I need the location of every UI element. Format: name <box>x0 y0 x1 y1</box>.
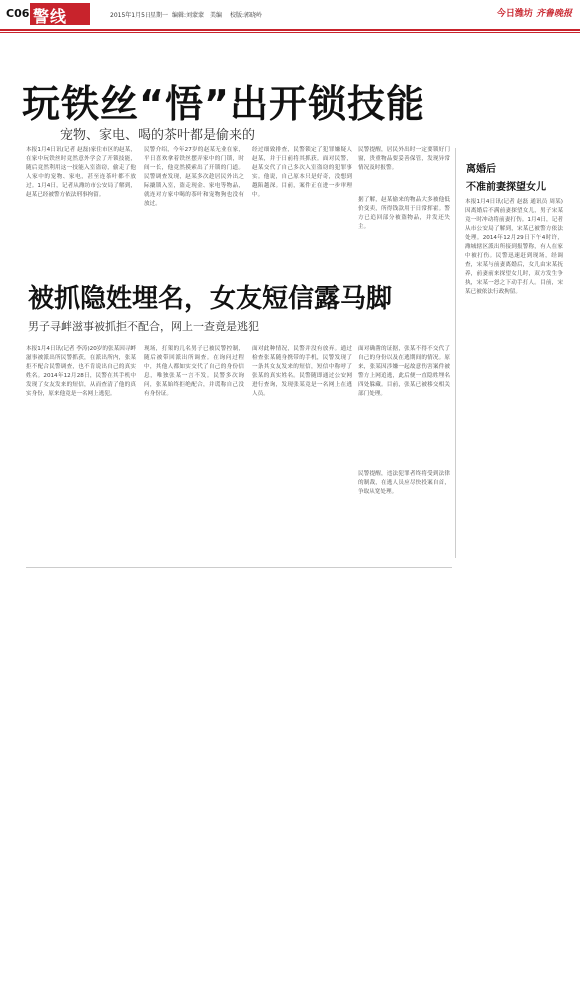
page-number: C06 <box>6 7 30 20</box>
brand <box>497 6 572 19</box>
sidebar-subtitle: 不准前妻探望女儿 <box>466 182 546 193</box>
section-name: 警线 <box>33 7 68 26</box>
article1-col3: 经过细致排查，民警锁定了犯罪嫌疑人赵某，并于日前将其抓获。面对民警，赵某交代了自己多次入室盗窃的犯罪事实。他说，自己原本只是好奇，没想到越陷越深。目前，案件正在进一步审理中。 <box>252 147 352 198</box>
article2-col5: 民警提醒，违法犯罪者终将受到法律的制裁，在逃人员应尽快投案自首，争取从宽处理。 <box>358 471 450 495</box>
article1-headline: 玩铁丝“悟”出开锁技能 <box>22 82 425 126</box>
sidebar-title: 离婚后 <box>466 164 496 175</box>
article2-subhead: 男子寻衅滋事被抓拒不配合，网上一查竟是逃犯 <box>28 320 259 333</box>
header-rule-thin <box>0 32 580 33</box>
date: 2015年1月5日 <box>110 12 151 19</box>
art-editor: 美编 <box>210 12 223 19</box>
column-divider <box>455 148 456 558</box>
editor: 编辑:刘蒙蒙 <box>172 12 205 19</box>
page-header <box>0 0 580 30</box>
article2-col1: 本报1月4日讯(记者 李涛)20岁的张某因寻衅滋事被派出所民警抓获，在派出所内，张某拒不配合民警调查，也不肯说出自己的真实姓名。2014年12月28日，民警在其手机中发现了女友发来的短信，从而查清了他的真实身份，原来他竟是一名网上逃犯。 <box>26 346 136 397</box>
brand-label: 今日潍坊 <box>496 9 533 19</box>
article2-headline: 被抓隐姓埋名，女友短信露马脚 <box>28 284 393 314</box>
header-rule <box>0 29 580 31</box>
article1-col5: 据了解，赵某偷来的物品大多被他低价变卖，所得钱款用于日常挥霍。警方已追回部分被盗物品，并发还失主。 <box>358 197 450 230</box>
article1-col2: 民警介绍，今年27岁的赵某无业在家，平日喜欢拿着铁丝摆弄家中的门锁，时间一长，他竟然摸索出了开锁的门道。民警调查发现，赵某多次趁居民外出之际撬锁入室，盗走现金、家电等物品，就连对方家中喝的茶叶和宠物狗也没有放过。 <box>144 147 244 207</box>
article2-col4: 面对确凿的证据，张某不得不交代了自己的身份以及在逃期间的情况。原来，张某因涉嫌一起故意伤害案件被警方上网追逃，此后便一直隐姓埋名四处躲藏。目前，张某已被移交相关部门处理。 <box>358 346 450 397</box>
article1-subhead: 宠物、家电、喝的茶叶都是偷来的 <box>60 128 256 143</box>
article1-col1: 本报1月4日讯(记者 赵磊)家住市区的赵某，在家中玩铁丝时竟然意外学会了开锁技能，随后竟然利用这一技能入室盗窃，偷走了他人家中的宠物、家电，甚至连茶叶都不放过。1月4日，记者从潍坊市公安局了解到，赵某已经被警方依法刑事拘留。 <box>26 147 136 198</box>
brand-logo: 齐鲁晚报 <box>535 9 572 19</box>
bottom-rule <box>26 567 452 568</box>
article1-col4: 民警提醒，居民外出时一定要锁好门窗，贵重物品要妥善保管，发现异常情况及时报警。 <box>358 147 450 171</box>
article2-col2: 现场，打架的几名男子已被民警控制，随后被带回派出所调查。在询问过程中，其他人都如实交代了自己的身份信息，唯独张某一言不发。民警多次询问，张某始终拒绝配合，并谎称自己没有身份证。 <box>144 346 244 397</box>
article2-col3: 面对此种情况，民警并没有放弃。通过检查张某随身携带的手机，民警发现了一条其女友发来的短信，短信中称呼了张某的真实姓名。民警随即通过公安网进行查询，发现张某竟是一名网上在逃人员。 <box>252 346 352 397</box>
proofreader: 校版:郭晓岭 <box>230 12 263 19</box>
sidebar-body: 本报1月4日讯(记者 赵磊 通讯员 周某)因离婚后不满前妻探望女儿，男子宋某竟一时冲动将前妻打伤。1月4日，记者从市公安局了解到，宋某已被警方依法处理。2014年12月29日下午4时许，潍城辖区派出所接到报警称，有人在家中被打伤。民警迅速赶到现场，经调查，宋某与前妻离婚后，女儿由宋某抚养，前妻前来探望女儿时，双方发生争执，宋某一怒之下动手打人。目前，宋某已被依法行政拘留。 <box>465 199 563 295</box>
weekday: 星期一 <box>150 12 169 19</box>
